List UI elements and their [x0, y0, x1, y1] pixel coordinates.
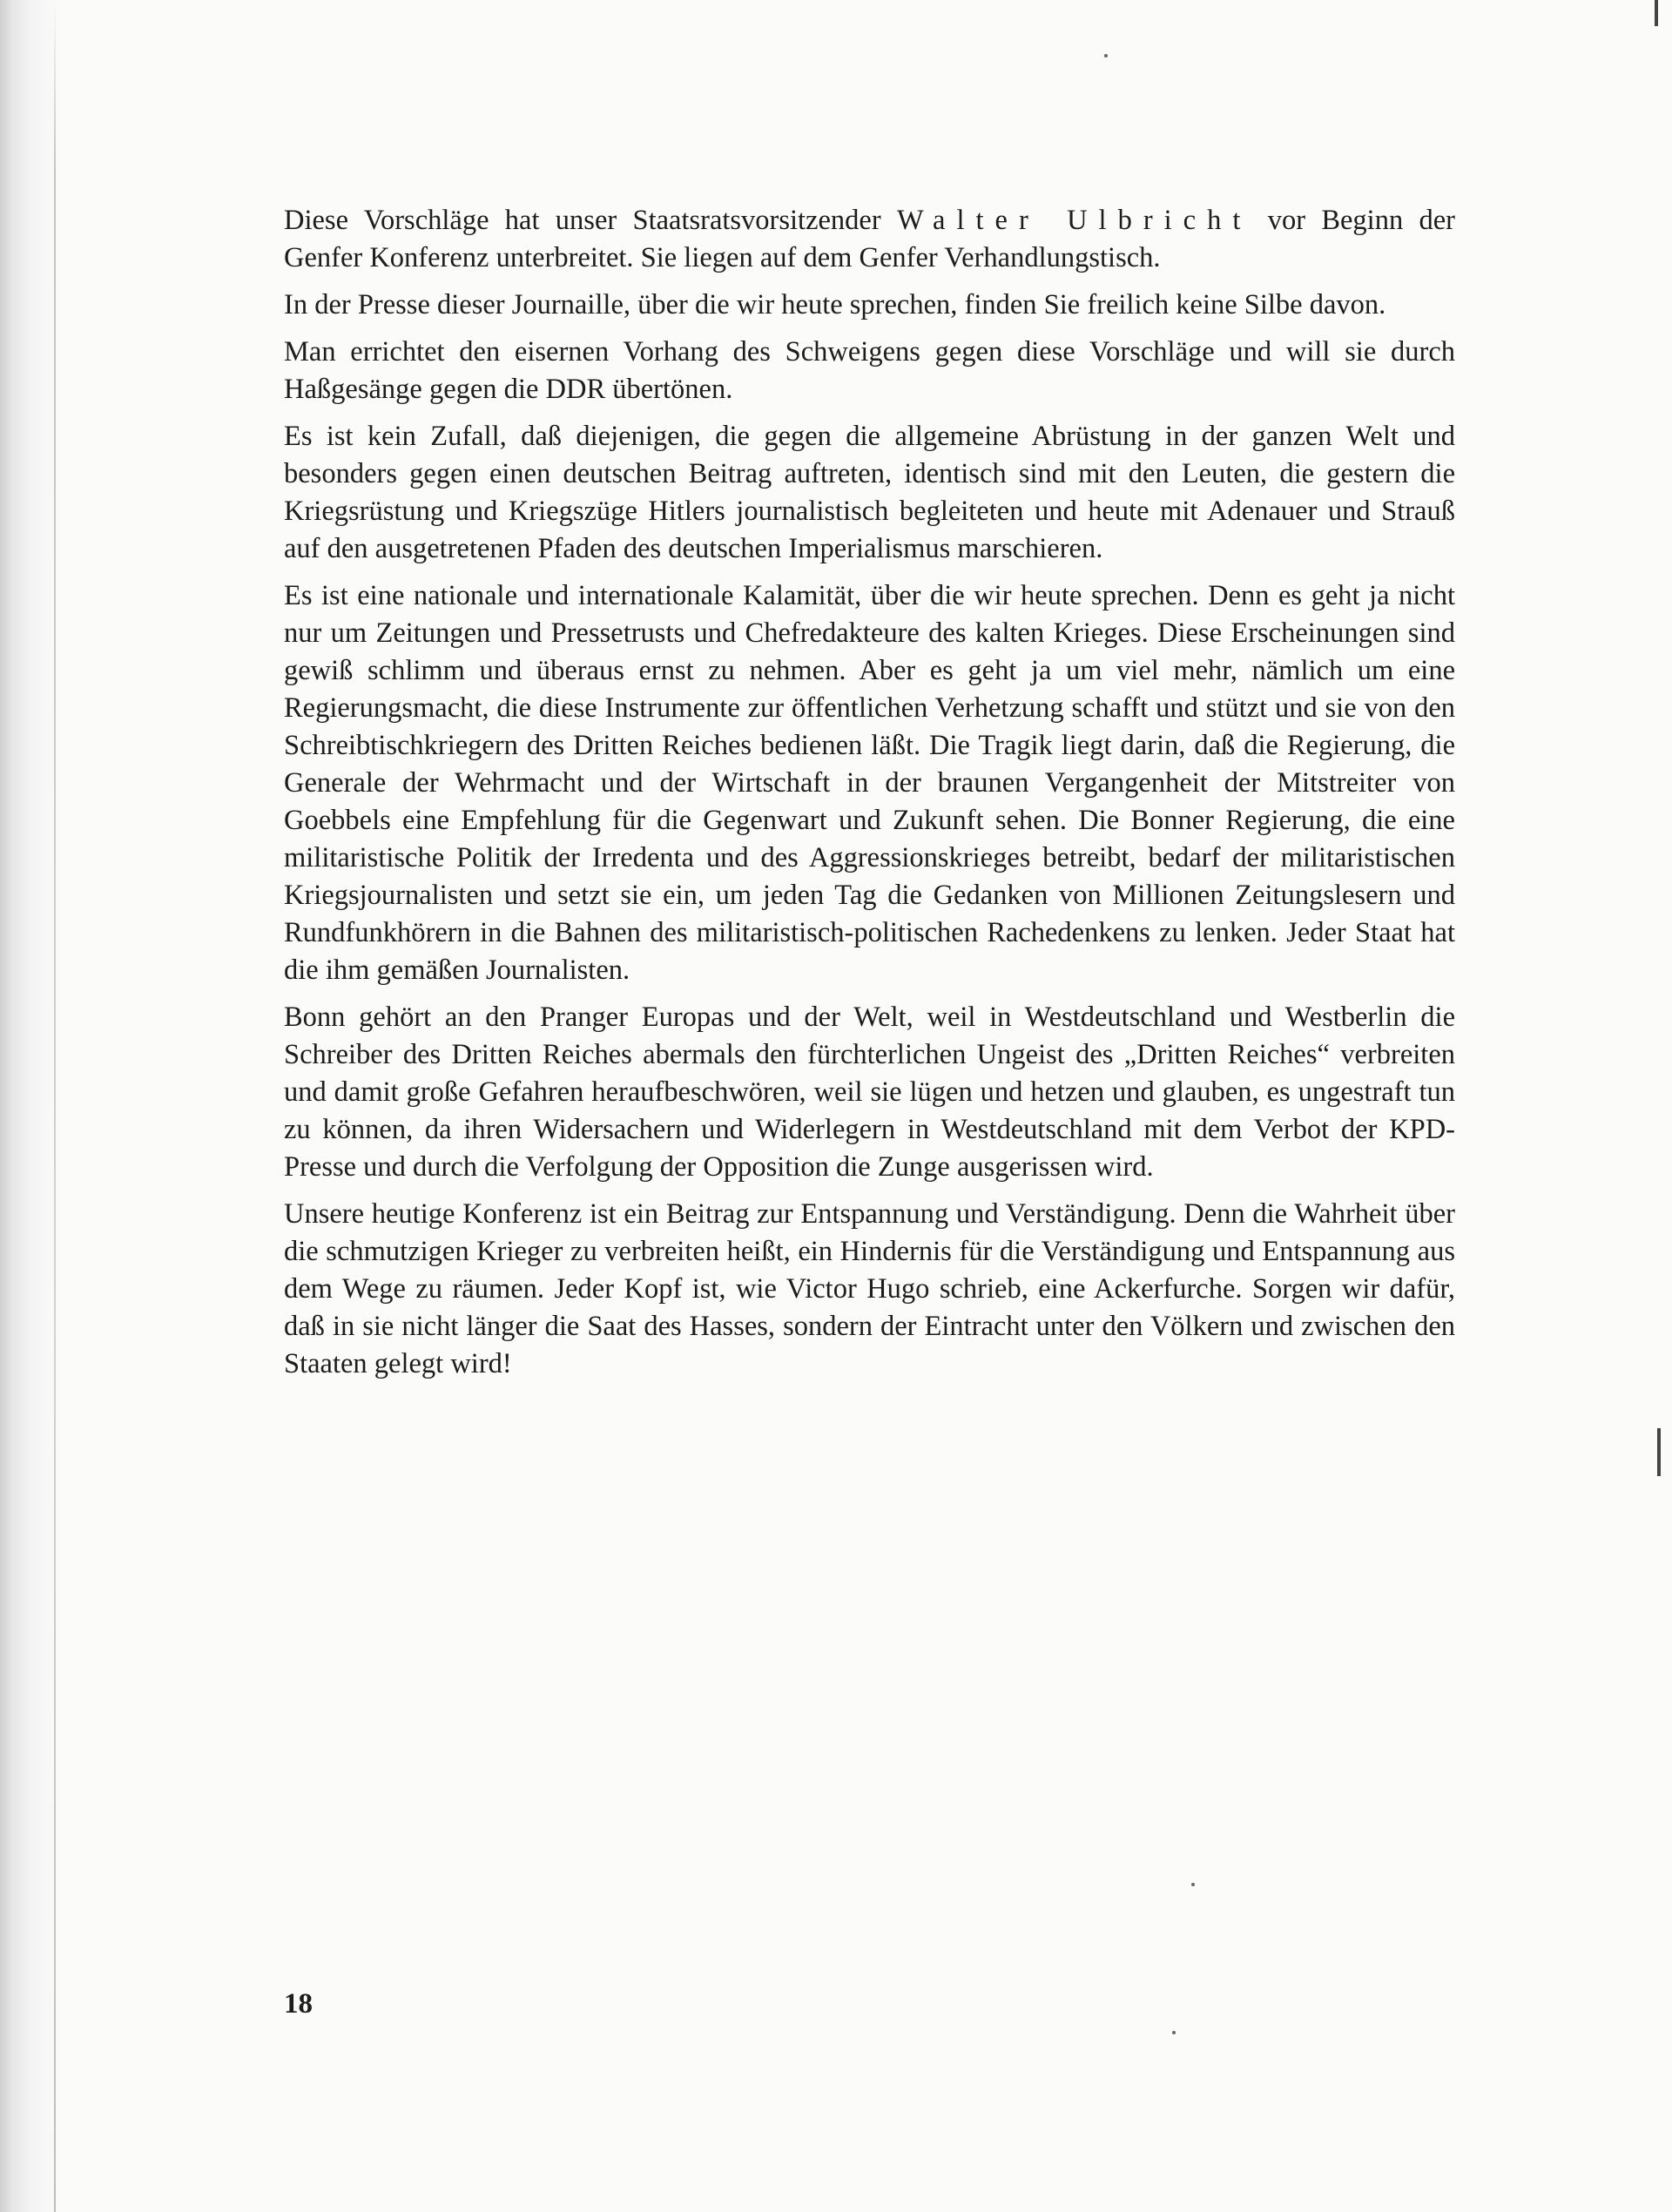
spaced-name: Walter Ulbricht — [896, 205, 1252, 236]
binding-fold-line — [54, 0, 56, 2212]
body-text — [284, 202, 1455, 1393]
paragraph-text: vor Beginn der Genfer Konferenz unterbreitet. Sie liegen auf dem Genfer Verhandlungstisch. — [284, 205, 1455, 273]
scan-speck — [1104, 54, 1108, 57]
paragraph-text: Diese Vorschläge hat unser Staatsratsvorsitzender — [284, 205, 897, 236]
paragraph — [284, 202, 1455, 277]
paragraph: Es ist eine nationale und internationale Kalamität, über die wir heute sprechen. Denn es geht ja nicht nur um Zeitungen und Pressetrusts und Chefredakteure des kalten Krieges. Diese Erscheinungen sind gewiß schlimm und überaus ernst zu nehmen. Aber es geht ja um viel mehr, nämlich um eine Regierungsmacht, die diese Instrumente zur öffentlichen Verhetzung schafft und stützt und sie von den Schreibtischkriegern des Dritten Reiches bedienen läßt. Die Tragik liegt darin, daß die Regierung, die Generale der Wehrmacht und der Wirtschaft in der braunen Vergangenheit der Mitstreiter von Goebbels eine Empfehlung für die Gegenwart und Zukunft sehen. Die Bonner Regierung, die eine militaristische Politik der Irredenta und des Aggressionskrieges betreibt, bedarf der militaristischen Kriegsjournalisten und setzt sie ein, um jeden Tag die Gedanken von Millionen Zeitungslesern und Rundfunkhörern in die Bahnen des militaristisch-politischen Rachedenkens zu lenken. Jeder Staat hat die ihm gemäßen Journalisten. — [284, 580, 1455, 986]
paragraph: Man errichtet den eisernen Vorhang des Schweigens gegen diese Vorschläge und will sie durch Haßgesänge gegen die DDR übertönen. — [284, 336, 1455, 405]
scan-speck — [1191, 1883, 1195, 1886]
paragraph: In der Presse dieser Journaille, über die wir heute sprechen, finden Sie freilich keine Silbe davon. — [284, 289, 1386, 320]
scan-speck — [1172, 2031, 1176, 2034]
paragraph: Bonn gehört an den Pranger Europas und der Welt, weil in Westdeutschland und Westberlin die Schreiber des Dritten Reiches abermals den fürchterlichen Ungeist des „Dritten Reiches“ verbreiten und damit große Gefahren heraufbeschwören, weil sie lügen und hetzen und glauben, es ungestraft tun zu können, da ihren Widersachern und Widerlegern in Westdeutschland mit dem Verbot der KPD-Presse und durch die Verfolgung der Opposition die Zunge ausgerissen wird. — [284, 1001, 1455, 1183]
binding-shadow — [0, 0, 61, 2212]
paragraph: Es ist kein Zufall, daß diejenigen, die gegen die allgemeine Abrüstung in der ganzen Welt und besonders gegen einen deutschen Beitrag auftreten, identisch sind mit den Leuten, die gestern die Kriegsrüstung und Kriegszüge Hitlers journalistisch begleiteten und heute mit Adenauer und Strauß auf den ausgetretenen Pfaden des deutschen Imperialismus marschieren. — [284, 421, 1455, 564]
paragraph: Unsere heutige Konferenz ist ein Beitrag zur Entspannung und Verständigung. Denn die Wahrheit über die schmutzigen Krieger zu verbreiten heißt, ein Hindernis für die Verständigung und Entspannung aus dem Wege zu räumen. Jeder Kopf ist, wie Victor Hugo schrieb, eine Ackerfurche. Sorgen wir dafür, daß in sie nicht länger die Saat des Hasses, sondern der Eintracht unter den Völkern und zwischen den Staaten gelegt wird! — [284, 1198, 1455, 1379]
page-number: 18 — [284, 1988, 313, 2020]
scan-mark — [1655, 0, 1658, 26]
scan-mark — [1657, 1428, 1661, 1476]
